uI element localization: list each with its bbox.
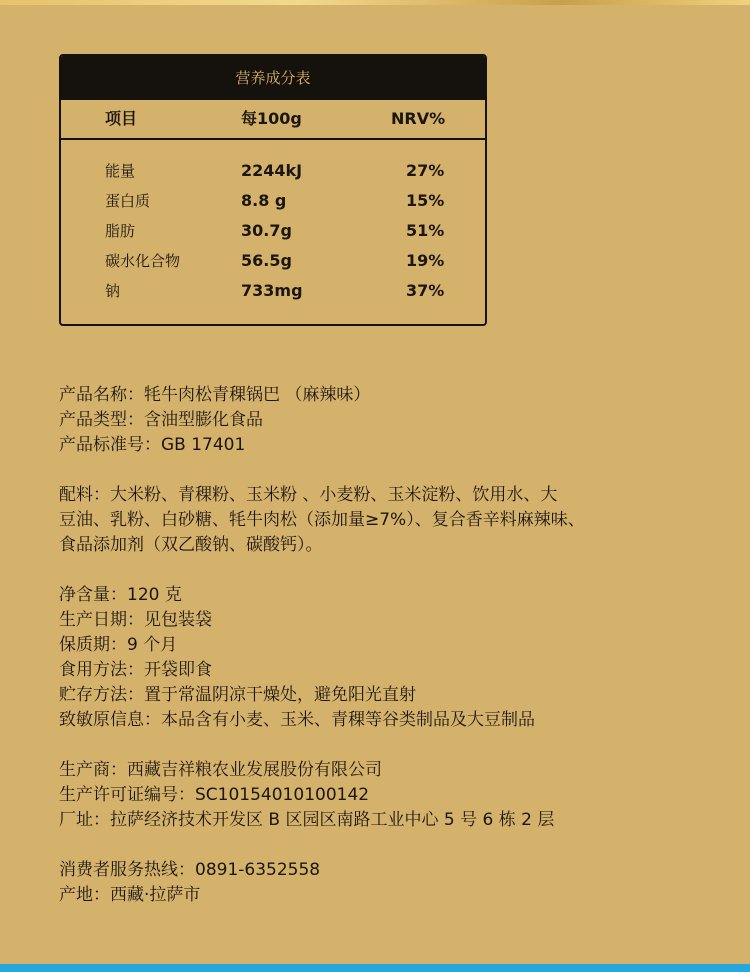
production-license: 生产许可证编号：SC10154010100142 [59,785,370,805]
allergen-info: 致敏原信息：本品含有小麦、玉米、青稞等谷类制品及大豆制品 [59,710,535,730]
storage-method: 贮存方法：置于常温阴凉干燥处，避免阳光直射 [59,685,416,705]
row-item: 碳水化合物 [105,252,181,270]
shelf-life: 保质期：9 个月 [59,635,178,655]
manufacturer-info [59,758,554,833]
row-item: 能量 [105,162,136,180]
product-info [59,383,370,458]
nutrition-table-header [61,100,485,140]
row-amount: 733mg [241,281,303,300]
ingredients-line: 配料：大米粉、青稞粉、玉米粉 、小麦粉、玉米淀粉、饮用水、大 [59,485,558,505]
ingredients-line: 食品添加剂（双乙酸钠、碳酸钙）。 [59,535,323,555]
nutrition-facts-table [59,54,487,326]
header-per-100g: 每100g [241,109,302,128]
net-content: 净含量：120 克 [59,585,182,605]
row-nrv: 37% [406,281,445,300]
row-amount: 56.5g [241,251,292,270]
nutrition-table-title: 营养成分表 [61,56,485,100]
product-details [59,583,535,733]
row-amount: 2244kJ [241,161,303,180]
table-row [61,248,485,278]
ingredients-info [59,483,585,558]
production-date: 生产日期：见包装袋 [59,610,212,630]
manufacturer-name: 生产商：西藏吉祥粮农业发展股份有限公司 [59,760,382,780]
row-amount: 8.8 g [241,191,287,210]
table-row [61,278,485,308]
bottom-decorative-bar [0,964,750,972]
table-row [61,158,485,188]
row-nrv: 51% [406,221,445,240]
row-item: 蛋白质 [105,192,151,210]
table-row [61,218,485,248]
top-decorative-bar [0,0,750,5]
header-nrv: NRV% [391,109,446,128]
factory-address: 厂址：拉萨经济技术开发区 B 区园区南路工业中心 5 号 6 栋 2 层 [59,810,555,830]
row-nrv: 27% [406,161,445,180]
row-nrv: 15% [406,191,445,210]
row-item: 钠 [105,282,121,300]
nutrition-table-body [61,140,485,308]
product-type: 产品类型：含油型膨化食品 [59,410,263,430]
ingredients-line: 豆油、乳粉、白砂糖、牦牛肉松（添加量≥7%）、复合香辛料麻辣味、 [59,510,585,530]
usage-method: 食用方法：开袋即食 [59,660,212,680]
place-of-origin: 产地：西藏·拉萨市 [59,885,201,905]
product-standard: 产品标准号：GB 17401 [59,435,246,455]
header-item: 项目 [105,109,138,128]
row-item: 脂肪 [105,222,136,240]
row-amount: 30.7g [241,221,292,240]
row-nrv: 19% [406,251,445,270]
contact-info [59,858,320,908]
product-name: 产品名称：牦牛肉松青稞锅巴 （麻辣味） [59,385,371,405]
table-row [61,188,485,218]
service-hotline: 消费者服务热线：0891-6352558 [59,860,321,880]
